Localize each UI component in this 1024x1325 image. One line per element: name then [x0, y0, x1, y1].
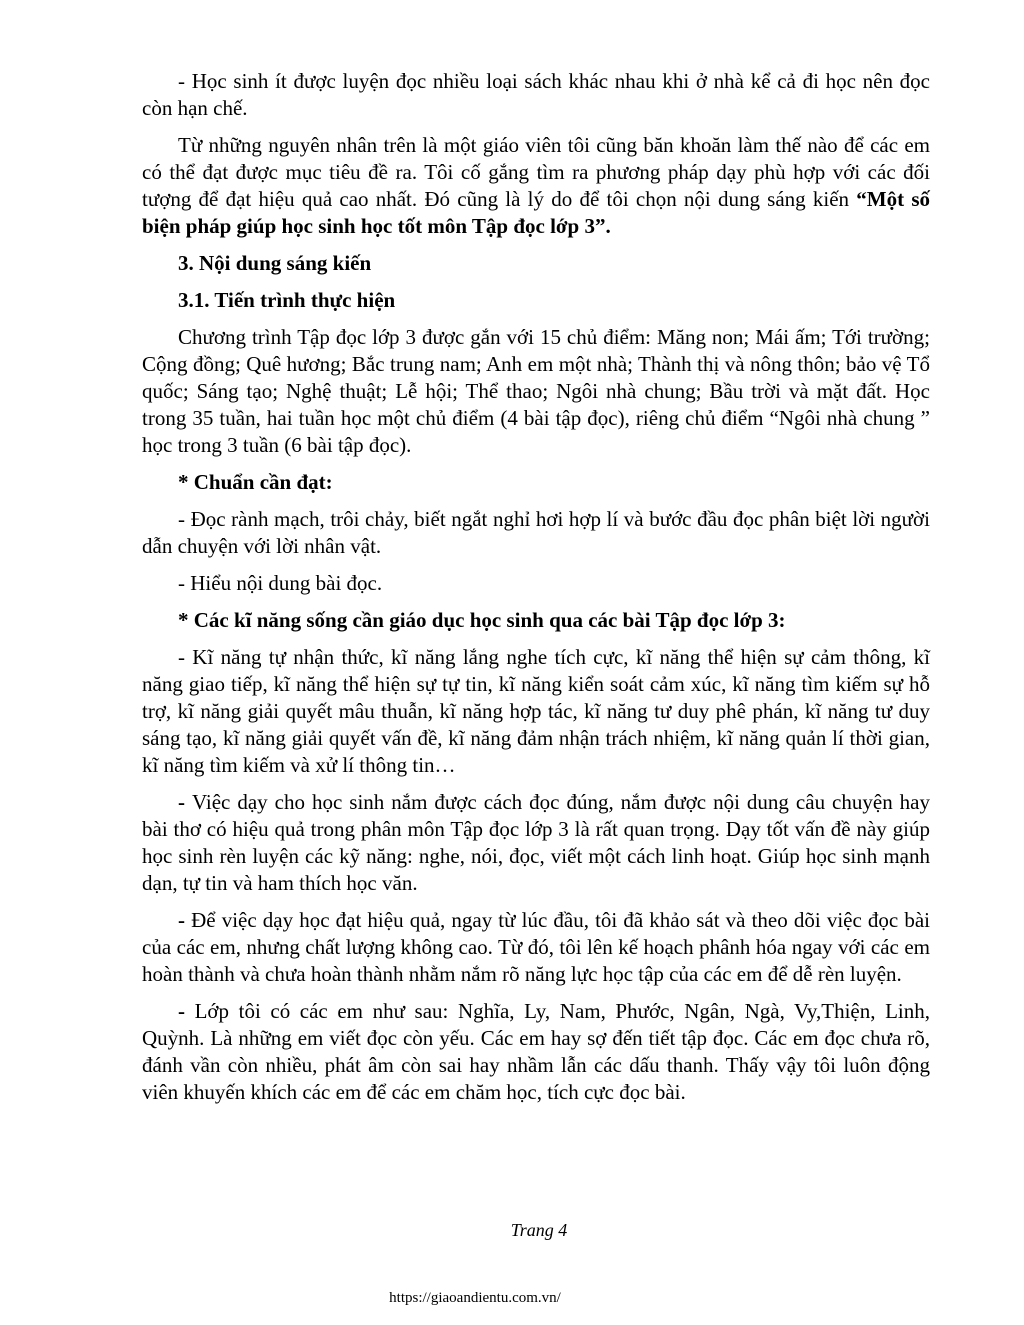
paragraph-standard-reading: - Đọc rành mạch, trôi chảy, biết ngắt nghỉ hơi hợp lí và bước đầu đọc phân biệt lời người dẫn chuyện với lời nhân vật. — [142, 507, 930, 558]
page-number: Trang 4 — [510, 1220, 568, 1240]
heading-life-skills: * Các kĩ năng sống cần giáo dục học sinh qua các bài Tập đọc lớp 3: — [178, 608, 786, 632]
paragraph-standard-understanding: - Hiểu nội dung bài đọc. — [178, 571, 383, 595]
document-body — [142, 68, 930, 1116]
heading-section-3: 3. Nội dung sáng kiến — [178, 251, 372, 275]
paragraph-teaching-importance-text: Việc dạy cho học sinh nắm được cách đọc đúng, nắm được nội dung câu chuyện hay bài thơ có hiệu quả trong phân môn Tập đọc lớp 3 là rất quan trọng. Dạy tốt vấn đề này giúp học sinh rèn luyện các kỹ năng: nghe, nói, đọc, viết một cách linh hoạt. Giúp học sinh mạnh dạn, tự tin và ham thích học văn. — [142, 790, 930, 895]
paragraph-class-students — [142, 998, 930, 1106]
paragraph-program-topics: Chương trình Tập đọc lớp 3 được gắn với 15 chủ điểm: Măng non; Mái ấm; Tới trường; Cộng đồng; Quê hương; Bắc trung nam; Anh em một nhà; Thành thị và nông thôn; bảo vệ Tổ quốc; Sáng tạo; Nghệ thuật; Lễ hội; Thể thao; Ngôi nhà chung; Bầu trời và mặt đất. Học trong 35 tuần, hai tuần học một chủ điểm (4 bài tập đọc), riêng chủ điểm “Ngôi nhà chung ” học trong 3 tuần (6 bài tập đọc). — [142, 325, 930, 457]
source-url: https://giaoandientu.com.vn/ — [389, 1290, 561, 1306]
bullet-dash: - — [178, 908, 192, 932]
paragraph-life-skills: - Kĩ năng tự nhận thức, kĩ năng lắng nghe tích cực, kĩ năng thể hiện sự cảm thông, kĩ năng giao tiếp, kĩ năng thể hiện sự tự tin, kĩ năng kiển soát cảm xúc, kĩ năng tìm kiếm sự hỗ trợ, kĩ năng giải quyết mâu thuẫn, kĩ năng hợp tác, kĩ năng tư duy phê phán, kĩ năng tư duy sáng tạo, kĩ năng giải quyết vấn đề, kĩ năng đảm nhận trách nhiệm, kĩ năng quản lí thời gian, kĩ năng tìm kiếm và xử lí thông tin… — [142, 645, 930, 777]
paragraph-survey-plan — [142, 907, 930, 988]
paragraph-reasons-text: Từ những nguyên nhân trên là một giáo viên tôi cũng băn khoăn làm thế nào để các em có thể đạt được mục tiêu đề ra. Tôi cố gắng tìm ra phương pháp dạy phù hợp với các đối tượng để đạt hiệu quả cao nhất. Đó cũng là lý do để tôi chọn nội dung sáng kiến — [142, 133, 930, 211]
paragraph-limited-reading: - Học sinh ít được luyện đọc nhiều loại sách khác nhau khi ở nhà kể cả đi học nên đọc còn hạn chế. — [142, 69, 930, 120]
paragraph-teaching-importance — [142, 789, 930, 897]
heading-standard: * Chuẩn cần đạt: — [178, 470, 333, 494]
bullet-dash: - — [178, 790, 192, 814]
paragraph-survey-plan-text: Để việc dạy học đạt hiệu quả, ngay từ lúc đầu, tôi đã khảo sát và theo dõi việc đọc bài của các em, nhưng chất lượng không cao. Từ đó, tôi lên kế hoạch phânh hóa ngay với các em hoàn thành và chưa hoàn thành nhằm nắm rõ năng lực học tập của các em để dễ rèn luyện. — [142, 908, 930, 986]
paragraph-class-students-text: Lớp tôi có các em như sau: Nghĩa, Ly, Nam, Phước, Ngân, Ngà, Vy,Thiện, Linh, Quỳnh. Là những em viết đọc còn yếu. Các em hay sợ đến tiết tập đọc. Các em đọc chưa rõ, đánh vần còn nhiều, phát âm còn sai hay nhầm lẫn các dấu thanh. Thấy vậy tôi luôn động viên khuyến khích các em để các em chăm học, tích cực đọc bài. — [142, 999, 930, 1104]
heading-section-3-1: 3.1. Tiến trình thực hiện — [178, 288, 396, 312]
bullet-dash: - — [178, 999, 195, 1023]
paragraph-reasons — [142, 132, 930, 240]
initiative-title: “Một số biện pháp giúp học sinh học tốt môn Tập đọc lớp 3”. — [142, 187, 930, 238]
